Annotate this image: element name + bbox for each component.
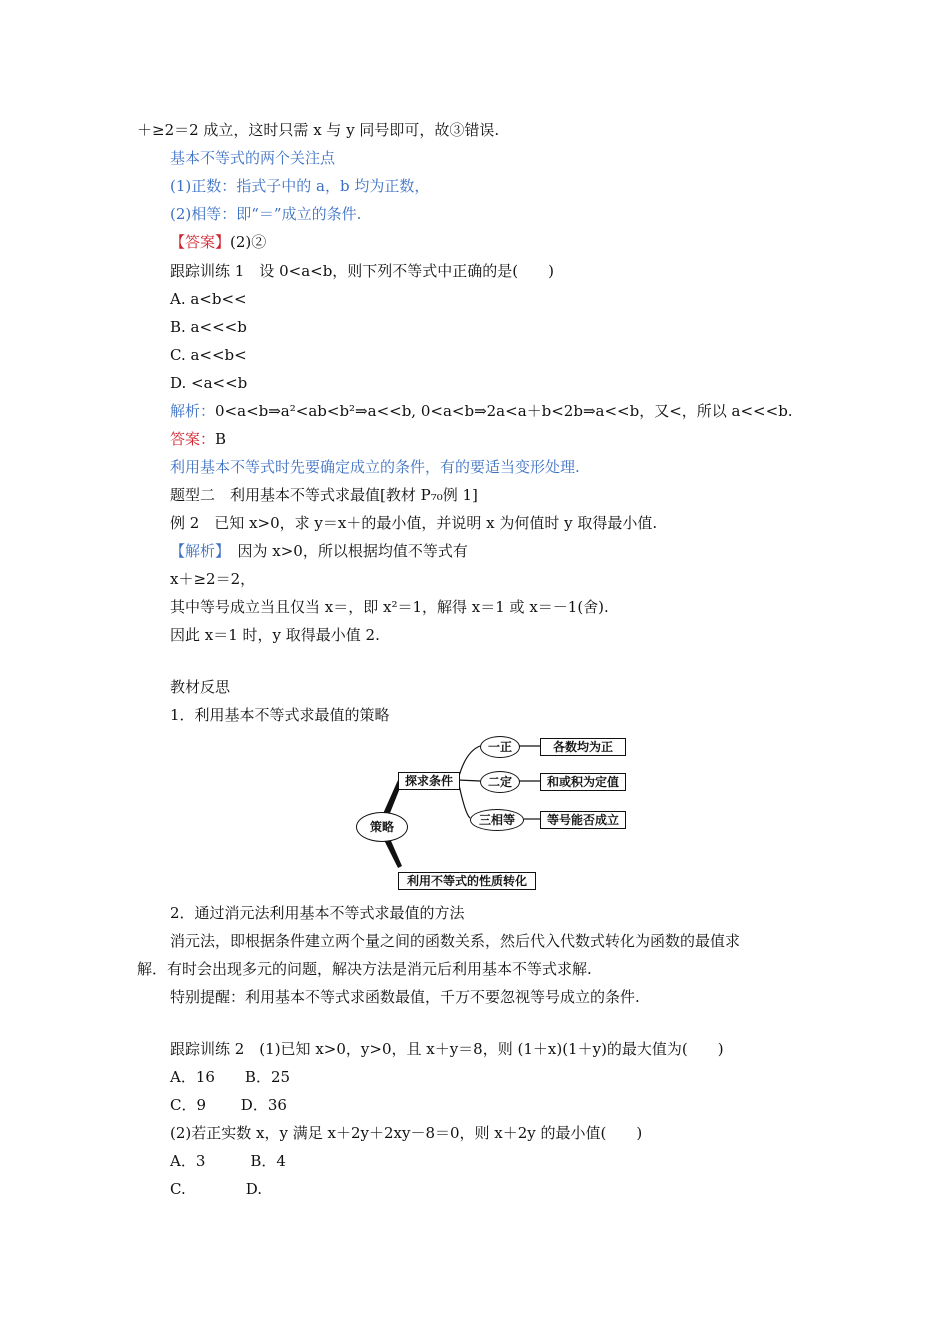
answer-value: B (215, 430, 227, 448)
subsection-item: 1．利用基本不等式求最值的策略 (170, 706, 390, 724)
question: (2)若正实数 x，y 满足 x＋2y＋2xy－8＝0，则 x＋2y 的最小值( ) (170, 1124, 643, 1142)
section-title: 题型二 利用基本不等式求最值[教材 P₇₀例 1] (170, 486, 478, 504)
answer-tag: 答案： (170, 430, 216, 448)
branch-node: 三相等 (470, 809, 524, 831)
answer-line (170, 429, 226, 449)
strategy-diagram (340, 728, 640, 893)
subsection-item: 2．通过消元法利用基本不等式求最值的方法 (170, 904, 465, 922)
paragraph: 特别提醒：利用基本不等式求函数最值，千万不要忽视等号成立的条件. (170, 988, 640, 1006)
question: 跟踪训练 1 设 0<a<b，则下列不等式中正确的是( ) (170, 262, 555, 280)
options-row: C. D. (170, 1180, 262, 1198)
text-line: ＋≥2＝2 成立，这时只需 x 与 y 同号即可，故③错误. (137, 121, 500, 139)
result-node: 和或积为定值 (540, 773, 626, 791)
condition-node: 探求条件 (398, 772, 460, 790)
options-row: A．3 B．4 (170, 1152, 286, 1170)
answer-tag: 【答案】 (170, 233, 231, 251)
root-node: 策略 (356, 812, 408, 842)
note-title: 基本不等式的两个关注点 (170, 149, 336, 167)
solution-text: 0<a<b⇒a²<ab<b²⇒a<<b, 0<a<b⇒2a<a＋b<2b⇒a<<b，又<，所以 a<<<b. (215, 402, 793, 420)
option-c: C. a<<b< (170, 346, 247, 364)
branch-node: 二定 (480, 771, 520, 793)
option-d: D. <a<<b (170, 374, 248, 392)
text-line: 因此 x＝1 时，y 取得最小值 2. (170, 626, 380, 644)
option-a: A. a<b<< (170, 290, 247, 308)
solution-tag: 解析： (170, 402, 216, 420)
result-node: 等号能否成立 (540, 811, 626, 829)
solution-line (170, 401, 793, 421)
solution-tag: 【解析】 (170, 542, 223, 560)
subsection-title: 教材反思 (170, 678, 231, 696)
example-question: 例 2 已知 x>0，求 y＝x＋的最小值，并说明 x 为何值时 y 取得最小值. (170, 514, 658, 532)
answer-line (170, 232, 266, 252)
tip-line: 利用基本不等式时先要确定成立的条件，有的要适当变形处理. (170, 458, 580, 476)
paragraph: 解．有时会出现多元的问题，解决方法是消元后利用基本不等式求解. (137, 960, 592, 978)
note-item: (1)正数：指式子中的 a，b 均为正数， (170, 177, 430, 195)
result-node: 各数均为正 (540, 738, 626, 756)
branch-node: 一正 (480, 736, 520, 758)
options-row: C．9 D．36 (170, 1096, 287, 1114)
paragraph: 消元法，即根据条件建立两个量之间的函数关系，然后代入代数式转化为函数的最值求 (170, 932, 741, 950)
note-item: (2)相等：即“＝”成立的条件. (170, 205, 362, 223)
question: 跟踪训练 2 (1)已知 x>0，y>0，且 x＋y＝8，则 (1＋x)(1＋y)的最大值为( ) (170, 1040, 724, 1058)
example-solution (170, 541, 468, 561)
text-line: 其中等号成立当且仅当 x＝，即 x²＝1，解得 x＝1 或 x＝－1(舍). (170, 598, 609, 616)
solution-text: 因为 x>0，所以根据均值不等式有 (222, 542, 468, 560)
text-line: x＋≥2＝2， (170, 570, 256, 588)
option-b: B. a<<<b (170, 318, 247, 336)
bottom-node: 利用不等式的性质转化 (398, 872, 536, 890)
options-row: A．16 B．25 (170, 1068, 291, 1086)
answer-value: (2)② (230, 233, 267, 251)
